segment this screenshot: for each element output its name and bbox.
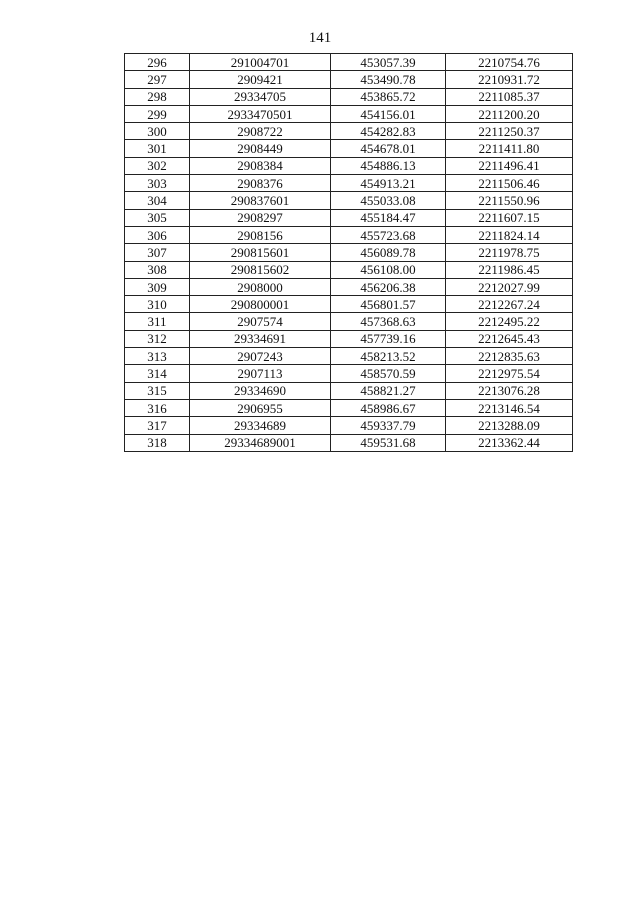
point-id-cell: 2908722 (190, 123, 331, 140)
point-id-cell: 29334689001 (190, 434, 331, 451)
y-coordinate-cell: 2212645.43 (446, 330, 573, 347)
table-row (125, 434, 573, 451)
table-row (125, 192, 573, 209)
y-coordinate-cell: 2212267.24 (446, 296, 573, 313)
row-number-cell: 302 (125, 157, 190, 174)
x-coordinate-cell: 455033.08 (331, 192, 446, 209)
y-coordinate-cell: 2211824.14 (446, 226, 573, 243)
point-id-cell: 2933470501 (190, 105, 331, 122)
table-row (125, 296, 573, 313)
table-row (125, 261, 573, 278)
point-id-cell: 29334705 (190, 88, 331, 105)
point-id-cell: 290800001 (190, 296, 331, 313)
table-row (125, 399, 573, 416)
y-coordinate-cell: 2211411.80 (446, 140, 573, 157)
table-row (125, 157, 573, 174)
table-row (125, 348, 573, 365)
x-coordinate-cell: 453490.78 (331, 71, 446, 88)
y-coordinate-cell: 2210931.72 (446, 71, 573, 88)
table-row (125, 313, 573, 330)
row-number-cell: 316 (125, 399, 190, 416)
table-row (125, 105, 573, 122)
table-row (125, 175, 573, 192)
x-coordinate-cell: 453865.72 (331, 88, 446, 105)
x-coordinate-cell: 454156.01 (331, 105, 446, 122)
x-coordinate-cell: 458213.52 (331, 348, 446, 365)
y-coordinate-cell: 2211550.96 (446, 192, 573, 209)
row-number-cell: 318 (125, 434, 190, 451)
table-row (125, 71, 573, 88)
y-coordinate-cell: 2213076.28 (446, 382, 573, 399)
table-row (125, 278, 573, 295)
x-coordinate-cell: 453057.39 (331, 54, 446, 71)
point-id-cell: 2907574 (190, 313, 331, 330)
table-row (125, 209, 573, 226)
row-number-cell: 298 (125, 88, 190, 105)
x-coordinate-cell: 455184.47 (331, 209, 446, 226)
point-id-cell: 2907113 (190, 365, 331, 382)
point-id-cell: 2908156 (190, 226, 331, 243)
row-number-cell: 307 (125, 244, 190, 261)
x-coordinate-cell: 455723.68 (331, 226, 446, 243)
x-coordinate-cell: 457739.16 (331, 330, 446, 347)
x-coordinate-cell: 456206.38 (331, 278, 446, 295)
x-coordinate-cell: 458821.27 (331, 382, 446, 399)
table-row (125, 244, 573, 261)
x-coordinate-cell: 454678.01 (331, 140, 446, 157)
point-id-cell: 290837601 (190, 192, 331, 209)
y-coordinate-cell: 2211978.75 (446, 244, 573, 261)
y-coordinate-cell: 2211085.37 (446, 88, 573, 105)
y-coordinate-cell: 2211200.20 (446, 105, 573, 122)
point-id-cell: 2908384 (190, 157, 331, 174)
row-number-cell: 296 (125, 54, 190, 71)
y-coordinate-cell: 2212495.22 (446, 313, 573, 330)
x-coordinate-cell: 456801.57 (331, 296, 446, 313)
point-id-cell: 290815602 (190, 261, 331, 278)
table-row (125, 365, 573, 382)
y-coordinate-cell: 2211496.41 (446, 157, 573, 174)
x-coordinate-cell: 459531.68 (331, 434, 446, 451)
row-number-cell: 303 (125, 175, 190, 192)
y-coordinate-cell: 2213146.54 (446, 399, 573, 416)
table-row (125, 88, 573, 105)
row-number-cell: 312 (125, 330, 190, 347)
point-id-cell: 2908449 (190, 140, 331, 157)
table-row (125, 382, 573, 399)
point-id-cell: 291004701 (190, 54, 331, 71)
y-coordinate-cell: 2210754.76 (446, 54, 573, 71)
table-row (125, 417, 573, 434)
row-number-cell: 301 (125, 140, 190, 157)
coordinates-table (124, 53, 573, 452)
point-id-cell: 29334689 (190, 417, 331, 434)
x-coordinate-cell: 454282.83 (331, 123, 446, 140)
page-number: 141 (308, 30, 332, 46)
x-coordinate-cell: 458986.67 (331, 399, 446, 416)
x-coordinate-cell: 459337.79 (331, 417, 446, 434)
table-row (125, 330, 573, 347)
x-coordinate-cell: 454913.21 (331, 175, 446, 192)
row-number-cell: 306 (125, 226, 190, 243)
point-id-cell: 2909421 (190, 71, 331, 88)
point-id-cell: 2906955 (190, 399, 331, 416)
row-number-cell: 308 (125, 261, 190, 278)
table-row (125, 123, 573, 140)
row-number-cell: 305 (125, 209, 190, 226)
y-coordinate-cell: 2213288.09 (446, 417, 573, 434)
row-number-cell: 314 (125, 365, 190, 382)
x-coordinate-cell: 456108.00 (331, 261, 446, 278)
point-id-cell: 290815601 (190, 244, 331, 261)
row-number-cell: 297 (125, 71, 190, 88)
y-coordinate-cell: 2211607.15 (446, 209, 573, 226)
y-coordinate-cell: 2213362.44 (446, 434, 573, 451)
point-id-cell: 2908000 (190, 278, 331, 295)
y-coordinate-cell: 2212975.54 (446, 365, 573, 382)
row-number-cell: 315 (125, 382, 190, 399)
point-id-cell: 2908297 (190, 209, 331, 226)
table-row (125, 54, 573, 71)
coordinates-table-body (125, 54, 573, 452)
point-id-cell: 2908376 (190, 175, 331, 192)
table-row (125, 140, 573, 157)
row-number-cell: 300 (125, 123, 190, 140)
table-row (125, 226, 573, 243)
row-number-cell: 309 (125, 278, 190, 295)
point-id-cell: 29334690 (190, 382, 331, 399)
y-coordinate-cell: 2211250.37 (446, 123, 573, 140)
row-number-cell: 304 (125, 192, 190, 209)
point-id-cell: 2907243 (190, 348, 331, 365)
x-coordinate-cell: 454886.13 (331, 157, 446, 174)
point-id-cell: 29334691 (190, 330, 331, 347)
row-number-cell: 299 (125, 105, 190, 122)
row-number-cell: 313 (125, 348, 190, 365)
y-coordinate-cell: 2211506.46 (446, 175, 573, 192)
x-coordinate-cell: 457368.63 (331, 313, 446, 330)
x-coordinate-cell: 458570.59 (331, 365, 446, 382)
y-coordinate-cell: 2212027.99 (446, 278, 573, 295)
row-number-cell: 310 (125, 296, 190, 313)
x-coordinate-cell: 456089.78 (331, 244, 446, 261)
row-number-cell: 317 (125, 417, 190, 434)
y-coordinate-cell: 2211986.45 (446, 261, 573, 278)
row-number-cell: 311 (125, 313, 190, 330)
y-coordinate-cell: 2212835.63 (446, 348, 573, 365)
